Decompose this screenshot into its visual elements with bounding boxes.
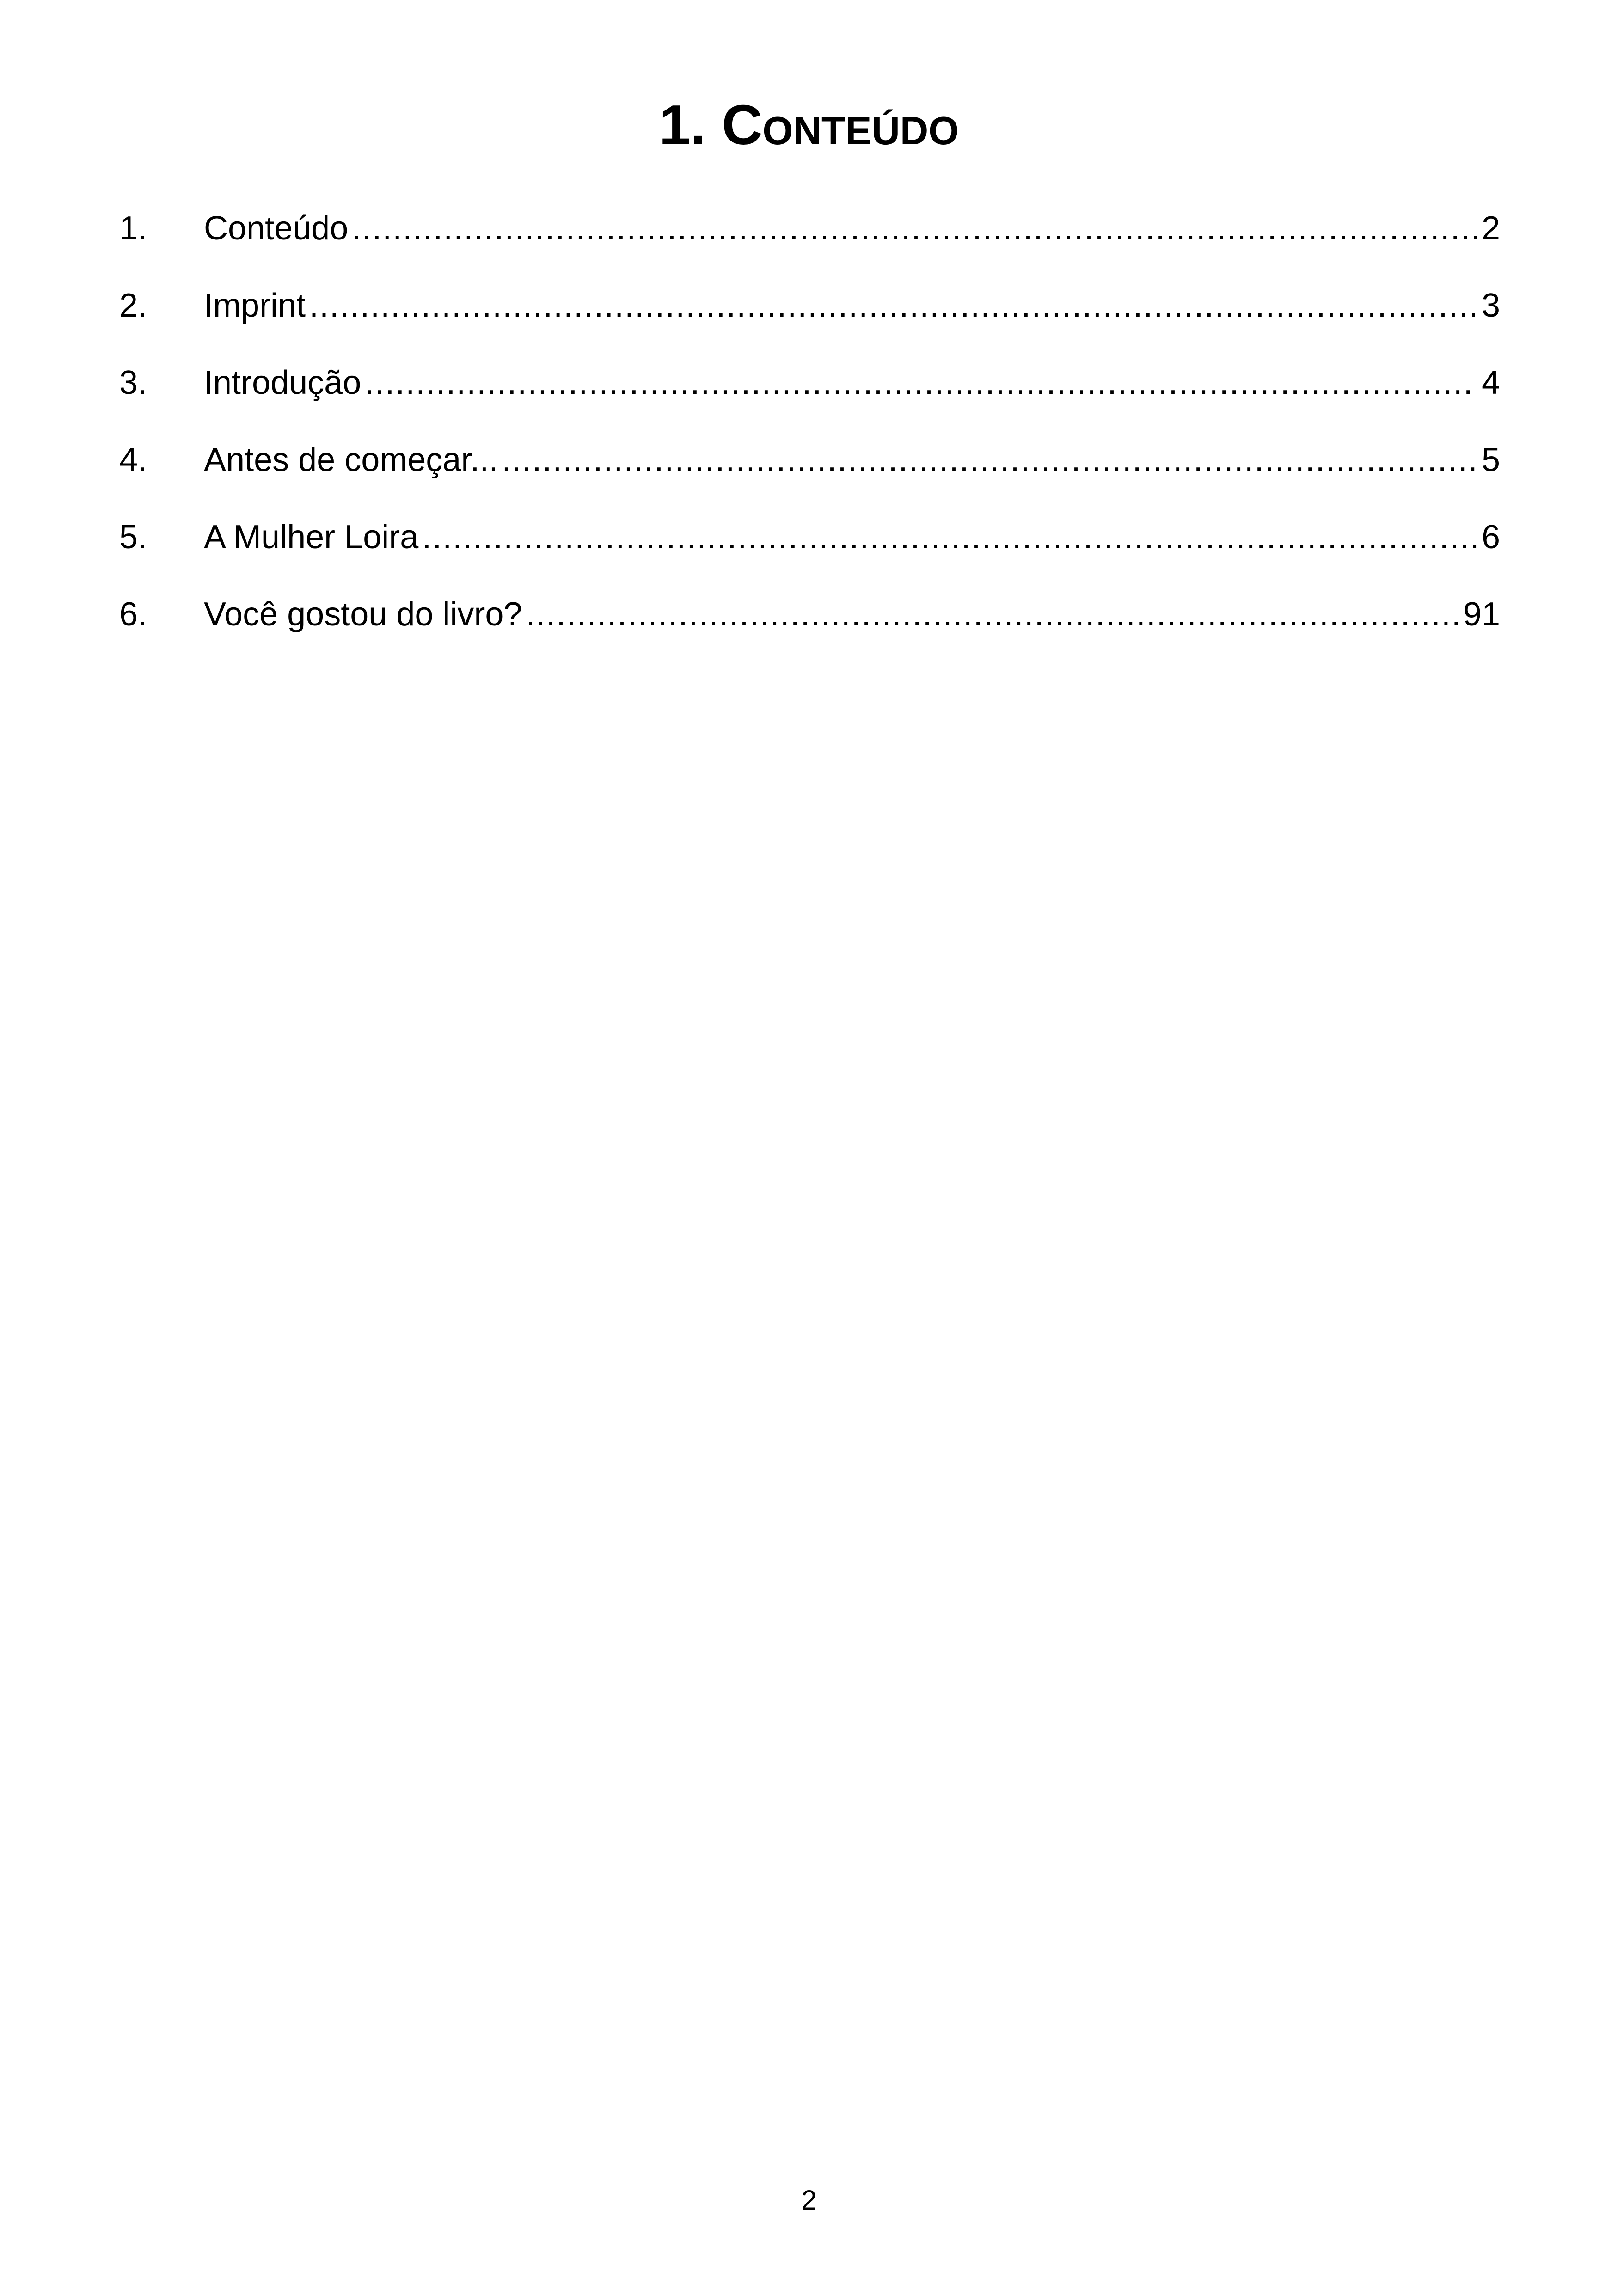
toc-entry-page: 5 <box>1481 441 1500 478</box>
toc-entry-title: Antes de começar... <box>204 441 498 478</box>
toc-dot-leader <box>502 439 1477 481</box>
toc-dot-leader <box>526 594 1458 635</box>
toc-entry-title: Você gostou do livro? <box>204 595 522 633</box>
toc-entry-title: Conteúdo <box>204 209 349 247</box>
toc-entry-page: 91 <box>1463 595 1500 633</box>
toc-entry-title: Introdução <box>204 364 362 401</box>
toc-entry-number: 4. <box>119 441 147 478</box>
toc-dot-leader <box>365 362 1477 404</box>
toc-entry[interactable] <box>119 576 1500 653</box>
toc-entry-title: Imprint <box>204 287 306 324</box>
toc-entry-page: 4 <box>1481 364 1500 401</box>
table-of-contents <box>119 190 1500 653</box>
toc-entry-title: A Mulher Loira <box>204 518 419 556</box>
toc-entry-page: 6 <box>1481 518 1500 556</box>
toc-entry[interactable] <box>119 267 1500 344</box>
toc-entry-page: 3 <box>1481 287 1500 324</box>
toc-entry-number: 3. <box>119 364 147 401</box>
toc-entry[interactable] <box>119 344 1500 421</box>
toc-entry[interactable] <box>119 190 1500 267</box>
toc-entry[interactable] <box>119 421 1500 498</box>
toc-entry-number: 5. <box>119 518 147 556</box>
toc-dot-leader <box>352 208 1477 249</box>
footer-page-number: 2 <box>801 2185 817 2216</box>
toc-dot-leader <box>422 516 1477 558</box>
page-heading <box>0 90 1618 159</box>
toc-entry-number: 1. <box>119 209 147 247</box>
toc-entry-number: 6. <box>119 595 147 633</box>
toc-entry-number: 2. <box>119 287 147 324</box>
heading-title: Conteúdo <box>722 93 959 156</box>
toc-dot-leader <box>309 285 1477 326</box>
heading-number: 1. <box>659 93 706 156</box>
toc-entry[interactable] <box>119 498 1500 576</box>
toc-entry-page: 2 <box>1481 209 1500 247</box>
